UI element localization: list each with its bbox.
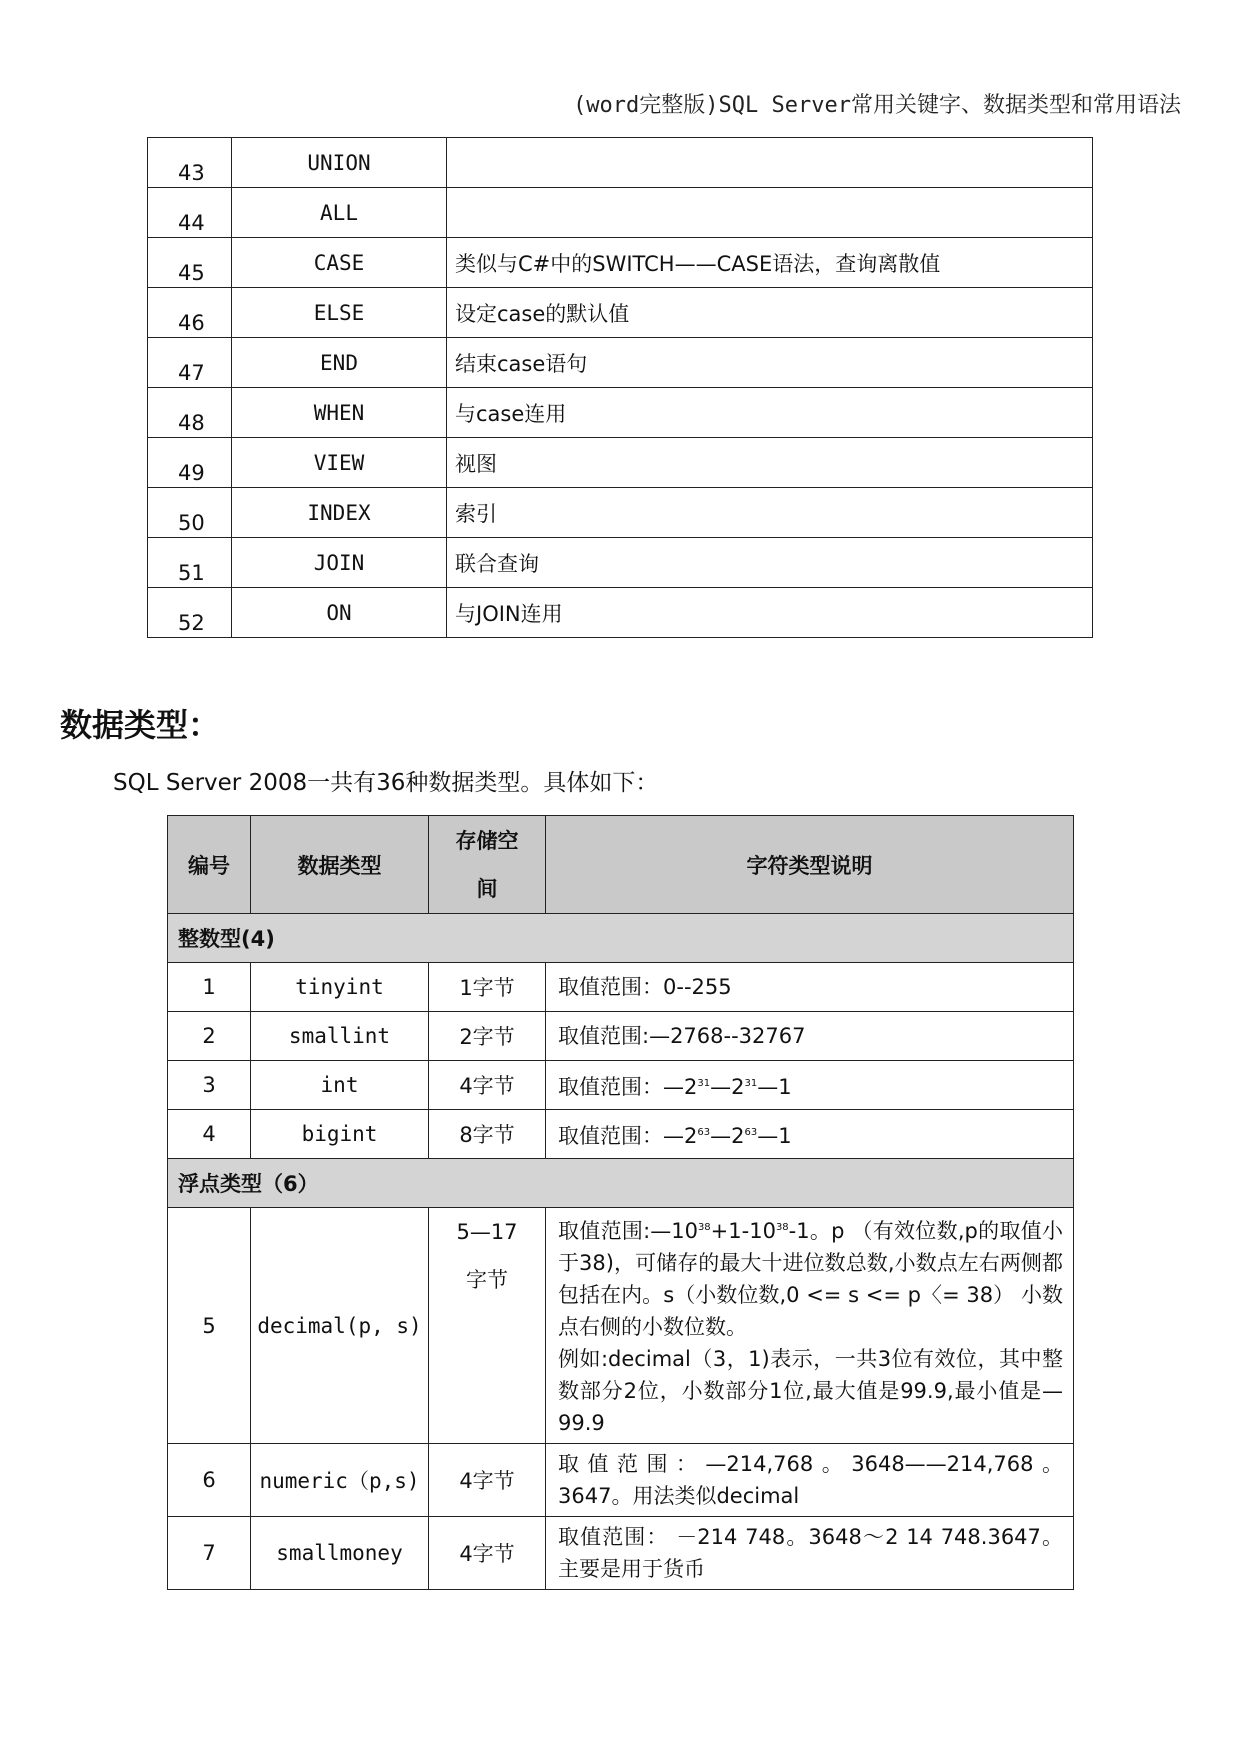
row-description: 与JOIN连用 [447, 588, 1093, 638]
table-row [148, 438, 1093, 488]
row-type: bigint [251, 1110, 429, 1159]
header-description: 字符类型说明 [546, 816, 1074, 914]
row-number: 1 [168, 963, 251, 1012]
header-storage: 存储空 间 [429, 816, 546, 914]
row-description: 设定case的默认值 [447, 288, 1093, 338]
table-row [148, 188, 1093, 238]
row-description: 联合查询 [447, 538, 1093, 588]
row-number: 46 [148, 288, 232, 338]
row-number: 44 [148, 188, 232, 238]
section-title: 数据类型： [60, 706, 221, 744]
row-size: 1字节 [429, 963, 546, 1012]
row-description: 结束case语句 [447, 338, 1093, 388]
row-number: 47 [148, 338, 232, 388]
table-row [148, 288, 1093, 338]
table-row [148, 238, 1093, 288]
row-number: 52 [148, 588, 232, 638]
row-keyword: WHEN [232, 388, 447, 438]
row-number: 4 [168, 1110, 251, 1159]
row-description: 取值范围： －214 748。3648～2 14 748.3647。主要是用于货币 [546, 1517, 1074, 1590]
row-description: 取值范围：$—2^{31}—2^{31}—1$ [546, 1061, 1074, 1110]
row-type: decimal(p, s) [251, 1208, 429, 1444]
row-keyword: VIEW [232, 438, 447, 488]
row-number: 5 [168, 1208, 251, 1444]
row-number: 45 [148, 238, 232, 288]
row-number: 49 [148, 438, 232, 488]
row-keyword: ELSE [232, 288, 447, 338]
header-data-type: 数据类型 [251, 816, 429, 914]
row-size: 4字节 [429, 1061, 546, 1110]
row-keyword: ON [232, 588, 447, 638]
row-keyword: JOIN [232, 538, 447, 588]
row-keyword: ALL [232, 188, 447, 238]
row-description: 取值范围：—214,768。3648——214,768。3647。用法类似decimal [546, 1444, 1074, 1517]
group-row [168, 914, 1074, 963]
keyword-table [147, 137, 1093, 638]
row-description [447, 138, 1093, 188]
table-row [168, 1012, 1074, 1061]
row-description [447, 188, 1093, 238]
row-keyword: INDEX [232, 488, 447, 538]
row-number: 51 [148, 538, 232, 588]
table-row [168, 1061, 1074, 1110]
table-row [148, 488, 1093, 538]
row-type: tinyint [251, 963, 429, 1012]
table-header-row [168, 816, 1074, 914]
table-row [148, 588, 1093, 638]
row-number: 2 [168, 1012, 251, 1061]
table-row [148, 538, 1093, 588]
row-size: 2字节 [429, 1012, 546, 1061]
group-integer: 整数型(4) [168, 914, 1074, 963]
row-keyword: UNION [232, 138, 447, 188]
row-number: 6 [168, 1444, 251, 1517]
table-row [168, 1110, 1074, 1159]
row-size: 4字节 [429, 1517, 546, 1590]
table-row [148, 338, 1093, 388]
group-row [168, 1159, 1074, 1208]
row-number: 48 [148, 388, 232, 438]
row-description: 与case连用 [447, 388, 1093, 438]
row-description: 视图 [447, 438, 1093, 488]
row-type: smallint [251, 1012, 429, 1061]
row-size: 4字节 [429, 1444, 546, 1517]
row-type: int [251, 1061, 429, 1110]
row-description: 取值范围$:—10^{38}+1-10^{38}-1$。p （有效位数,p的取值小于38)，可储存的最大十进位数总数,小数点左右两侧都包括在内。s（小数位数,0 <= s <= p〈= 38） 小数点右侧的小数位数。 例如:decimal（3，1)表示，一共3位有效位，其中整数部分2位，小数部分1位,最大值是99.9,最小值是—99.9 [546, 1208, 1074, 1444]
table-row [168, 1208, 1074, 1444]
row-description: 取值范围:—2768--32767 [546, 1012, 1074, 1061]
table-row [148, 138, 1093, 188]
row-description: 类似与C#中的SWITCH——CASE语法，查询离散值 [447, 238, 1093, 288]
row-number: 7 [168, 1517, 251, 1590]
row-description: 索引 [447, 488, 1093, 538]
table-row [168, 1517, 1074, 1590]
row-number: 43 [148, 138, 232, 188]
table-row [148, 388, 1093, 438]
row-size: 8字节 [429, 1110, 546, 1159]
row-description: 取值范围：$—2^{63}—2^{63}—1$ [546, 1110, 1074, 1159]
row-number: 3 [168, 1061, 251, 1110]
group-float: 浮点类型（6） [168, 1159, 1074, 1208]
row-type: smallmoney [251, 1517, 429, 1590]
row-description: 取值范围：0--255 [546, 963, 1074, 1012]
row-size: 5—17 字节 [429, 1208, 546, 1444]
row-number: 50 [148, 488, 232, 538]
row-keyword: END [232, 338, 447, 388]
table-row [168, 1444, 1074, 1517]
row-type: numeric（p,s) [251, 1444, 429, 1517]
data-types-table [167, 815, 1074, 1590]
intro-text: SQL Server 2008一共有36种数据类型。具体如下： [113, 770, 659, 796]
header-number: 编号 [168, 816, 251, 914]
row-keyword: CASE [232, 238, 447, 288]
page-header: (word完整版)SQL Server常用关键字、数据类型和常用语法 [573, 93, 1181, 118]
table-row [168, 963, 1074, 1012]
